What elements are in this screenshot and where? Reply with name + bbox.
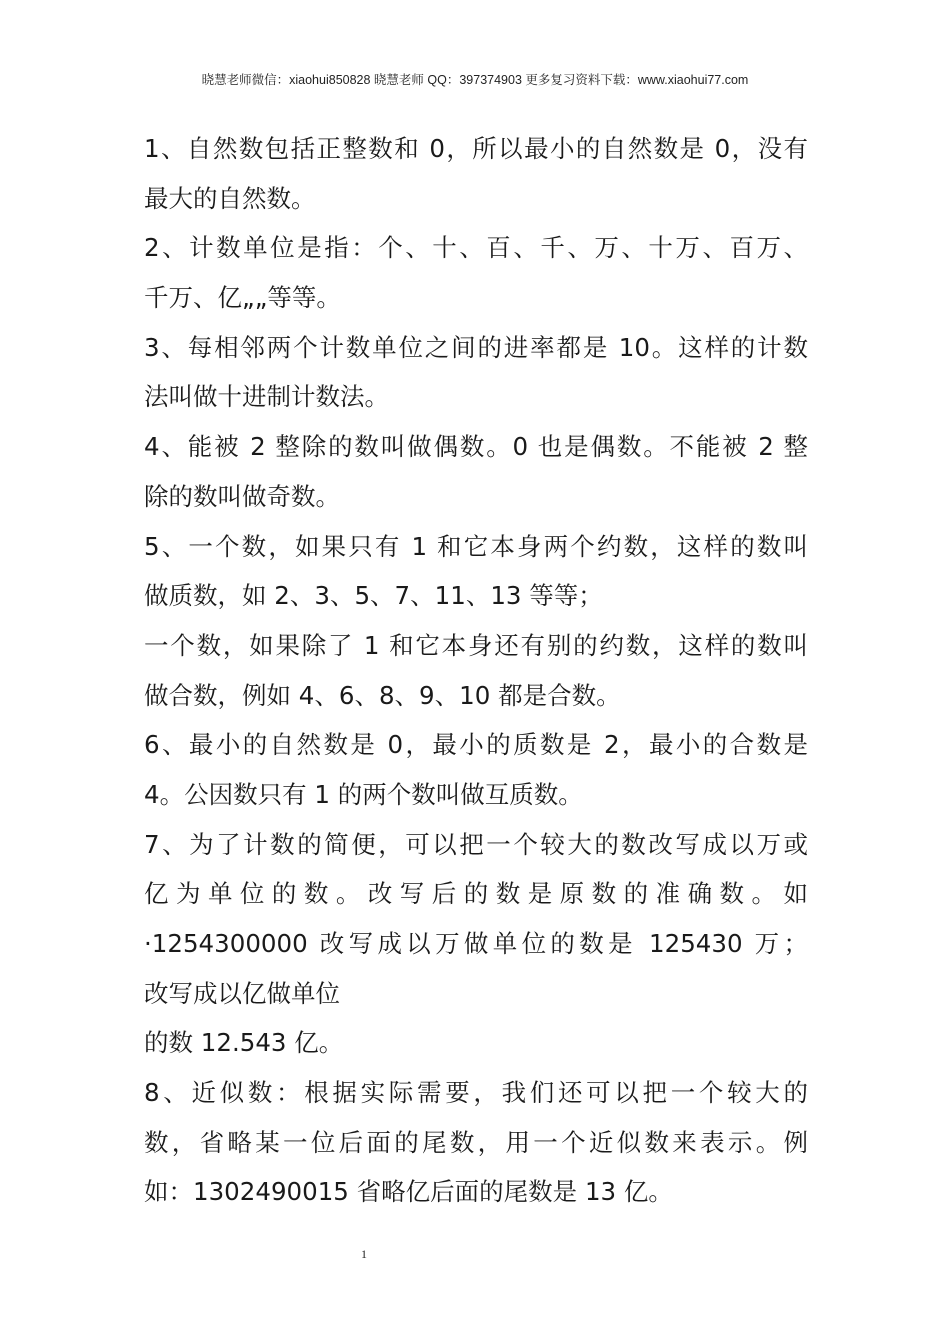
page-header: 晓慧老师微信：xiaohui850828 晓慧老师 QQ：397374903 更多复习资料下载：www.xiaohui77.com <box>201 73 749 87</box>
text-line: 数，省略某一位后面的尾数，用一个近似数来表示。例 <box>144 1127 808 1157</box>
text-line: 改写成以亿做单位 <box>144 978 340 1008</box>
text-line: 最大的自然数。 <box>144 183 316 213</box>
text-line: 5、一个数，如果只有 1 和它本身两个约数，这样的数叫 <box>144 531 808 561</box>
text-line: 3、每相邻两个计数单位之间的进率都是 10。这样的计数 <box>144 332 808 362</box>
text-line: 2、计数单位是指：个、十、百、千、万、十万、百万、 <box>144 233 808 263</box>
text-line: 8、近似数：根据实际需要，我们还可以把一个较大的 <box>144 1078 808 1108</box>
text-line: 的数 12.543 亿。 <box>144 1028 344 1058</box>
page-number: 1 <box>361 1247 367 1261</box>
text-line: ·1254300000 改写成以万做单位的数是 125430 万； <box>144 929 808 958</box>
text-line: 法叫做十进制计数法。 <box>144 382 389 412</box>
text-line: 如：1302490015 省略亿后面的尾数是 13 亿。 <box>144 1177 673 1207</box>
text-line: 6、最小的自然数是 0，最小的质数是 2，最小的合数是 <box>144 730 808 760</box>
text-line: 亿为单位的数。改写后的数是原数的准确数。如 <box>144 879 808 909</box>
document-body <box>144 124 808 1217</box>
text-line: 4。公因数只有 1 的两个数叫做互质数。 <box>144 779 583 809</box>
text-line: 除的数叫做奇数。 <box>144 481 340 511</box>
text-line: 做合数，例如 4、6、8、9、10 都是合数。 <box>144 680 621 710</box>
text-line: 1、自然数包括正整数和 0，所以最小的自然数是 0，没有 <box>144 134 808 163</box>
text-line: 千万、亿„„等等。 <box>144 283 341 313</box>
text-line: 一个数，如果除了 1 和它本身还有别的约数，这样的数叫 <box>144 630 808 660</box>
text-line: 4、能被 2 整除的数叫做偶数。0 也是偶数。不能被 2 整 <box>144 432 808 462</box>
text-line: 做质数，如 2、3、5、7、11、13 等等； <box>144 581 603 611</box>
text-line: 7、为了计数的简便，可以把一个较大的数改写成以万或 <box>144 829 808 859</box>
